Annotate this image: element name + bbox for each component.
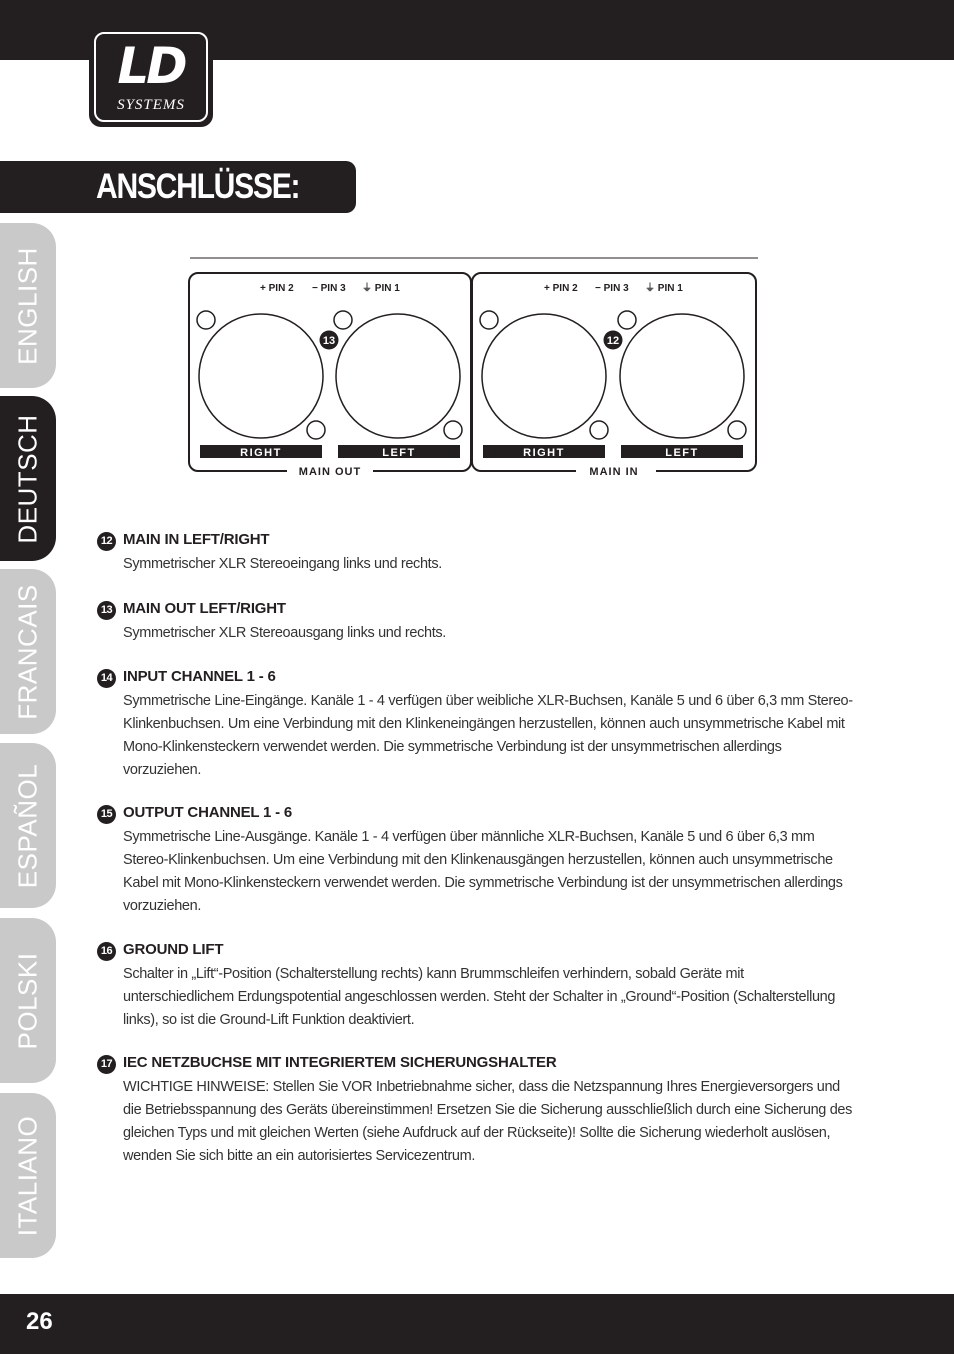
screw-hole <box>334 311 352 329</box>
screw-hole <box>444 421 462 439</box>
pin-minus-label: − PIN 3 <box>312 283 346 294</box>
item-number-badge: 15 <box>97 805 116 824</box>
logo-sub-text: SYSTEMS <box>117 97 185 113</box>
item-title: MAIN IN LEFT/RIGHT <box>123 531 270 548</box>
page-title: ANSCHLÜSSE: <box>96 167 300 206</box>
xlr-left-in <box>620 314 744 438</box>
item-text: Symmetrische Line-Eingänge. Kanäle 1 - 4 verfügen über weibliche XLR-Buchsen, Kanäle 5 und 6 über 6,3 mm Stereo-Klinkenbuchsen. Um eine Verbindung mit den Klinkeneingängen herzustellen, können auch unsymmetrische Kabel mit Mono-Klinkensteckern verwendet werden. Die symmetrische Verbindung ist der unsymmetrischen allerdings vorzuziehen. <box>123 693 853 778</box>
left-label: LEFT <box>382 447 416 459</box>
tab-label: FRANCAIS <box>12 583 43 720</box>
left-label: LEFT <box>665 447 699 459</box>
item-number-badge: 14 <box>97 669 116 688</box>
item-text: WICHTIGE HINWEISE: Stellen Sie VOR Inbetriebnahme sicher, dass die Netzspannung Ihres Energieversorgers und die Betriebsspannung des Geräts übereinstimmen! Ersetzen Sie die Sicherung ausschließlich durch eine Sicherung des gleichen Typs und mit gleichen Werten (siehe Aufdruck auf der Rückseite)! Sollte die Sicherung wiederholt auslösen, wenden Sie sich bitte an ein autorisiertes Servicezentrum. <box>123 1079 853 1164</box>
item-title: OUTPUT CHANNEL 1 - 6 <box>123 804 293 821</box>
tab-italiano[interactable] <box>0 1093 56 1258</box>
screw-hole <box>307 421 325 439</box>
connector-panel-diagram <box>186 256 760 482</box>
tab-francais[interactable] <box>0 569 56 734</box>
main-in-panel <box>472 273 756 478</box>
item-main-out <box>97 600 857 645</box>
pin-plus-label: + PIN 2 <box>544 283 578 294</box>
item-number-badge: 13 <box>97 601 116 620</box>
item-title: GROUND LIFT <box>123 941 224 958</box>
right-label: RIGHT <box>240 447 282 459</box>
item-output-channel <box>97 804 857 918</box>
item-text: Symmetrischer XLR Stereoeingang links und rechts. <box>123 556 442 572</box>
item-iec-socket <box>97 1054 857 1168</box>
screw-hole <box>197 311 215 329</box>
item-main-in <box>97 531 857 576</box>
tab-deutsch[interactable] <box>0 396 56 561</box>
right-label: RIGHT <box>523 447 565 459</box>
screw-hole <box>590 421 608 439</box>
main-out-label: MAIN OUT <box>298 466 362 478</box>
bottom-bar <box>0 1294 954 1354</box>
item-number-badge: 12 <box>97 532 116 551</box>
item-number-badge: 17 <box>97 1055 116 1074</box>
item-title: MAIN OUT LEFT/RIGHT <box>123 600 286 617</box>
section-title-bar <box>0 161 356 213</box>
tab-label: POLSKI <box>12 952 43 1049</box>
xlr-right-in <box>482 314 606 438</box>
tab-polski[interactable] <box>0 918 56 1083</box>
pin-ground-label: ⏚ PIN 1 <box>362 283 400 294</box>
main-in-label: MAIN IN <box>589 466 639 478</box>
pin-plus-label: + PIN 2 <box>260 283 294 294</box>
screw-hole <box>480 311 498 329</box>
item-number-badge: 16 <box>97 942 116 961</box>
marker-13: 13 <box>322 335 336 347</box>
item-text: Symmetrischer XLR Stereoausgang links und rechts. <box>123 625 446 641</box>
tab-espanol[interactable] <box>0 743 56 908</box>
marker-12: 12 <box>606 335 620 347</box>
tab-label: ITALIANO <box>12 1115 43 1236</box>
item-title: INPUT CHANNEL 1 - 6 <box>123 668 276 685</box>
main-out-panel <box>189 273 471 478</box>
ld-systems-logo <box>89 27 213 127</box>
item-ground-lift <box>97 941 857 1032</box>
logo-main-text: LD <box>117 37 185 95</box>
tab-label: DEUTSCH <box>12 413 43 544</box>
item-title: IEC NETZBUCHSE MIT INTEGRIERTEM SICHERUNGSHALTER <box>123 1054 557 1071</box>
pin-ground-label: ⏚ PIN 1 <box>645 283 683 294</box>
xlr-right-out <box>199 314 323 438</box>
tab-label: ENGLISH <box>12 246 43 365</box>
tab-label: ESPAÑOL <box>12 763 43 888</box>
item-input-channel <box>97 668 857 782</box>
xlr-left-out <box>336 314 460 438</box>
tab-english[interactable] <box>0 223 56 388</box>
pin-minus-label: − PIN 3 <box>595 283 629 294</box>
page-number: 26 <box>26 1308 53 1335</box>
screw-hole <box>728 421 746 439</box>
screw-hole <box>618 311 636 329</box>
item-text: Schalter in „Lift“-Position (Schalterstellung rechts) kann Brummschleifen verhindern, sobald Geräte mit unterschiedlichem Erdungspotential angeschlossen werden. Steht der Schalter in „Ground“-Position (Schalterstellung links), so ist die Ground-Lift Funktion deaktiviert. <box>123 966 836 1028</box>
item-text: Symmetrische Line-Ausgänge. Kanäle 1 - 4 verfügen über männliche XLR-Buchsen, Kanäle 5 und 6 über 6,3 mm Stereo-Klinkenbuchsen. Um eine Verbindung mit den Klinkenausgängen herzustellen, können auch unsymmetrische Kabel mit Mono-Klinkensteckern verwendet werden. Die symmetrische Verbindung ist der unsymmetrischen allerdings vorzuziehen. <box>123 829 843 914</box>
